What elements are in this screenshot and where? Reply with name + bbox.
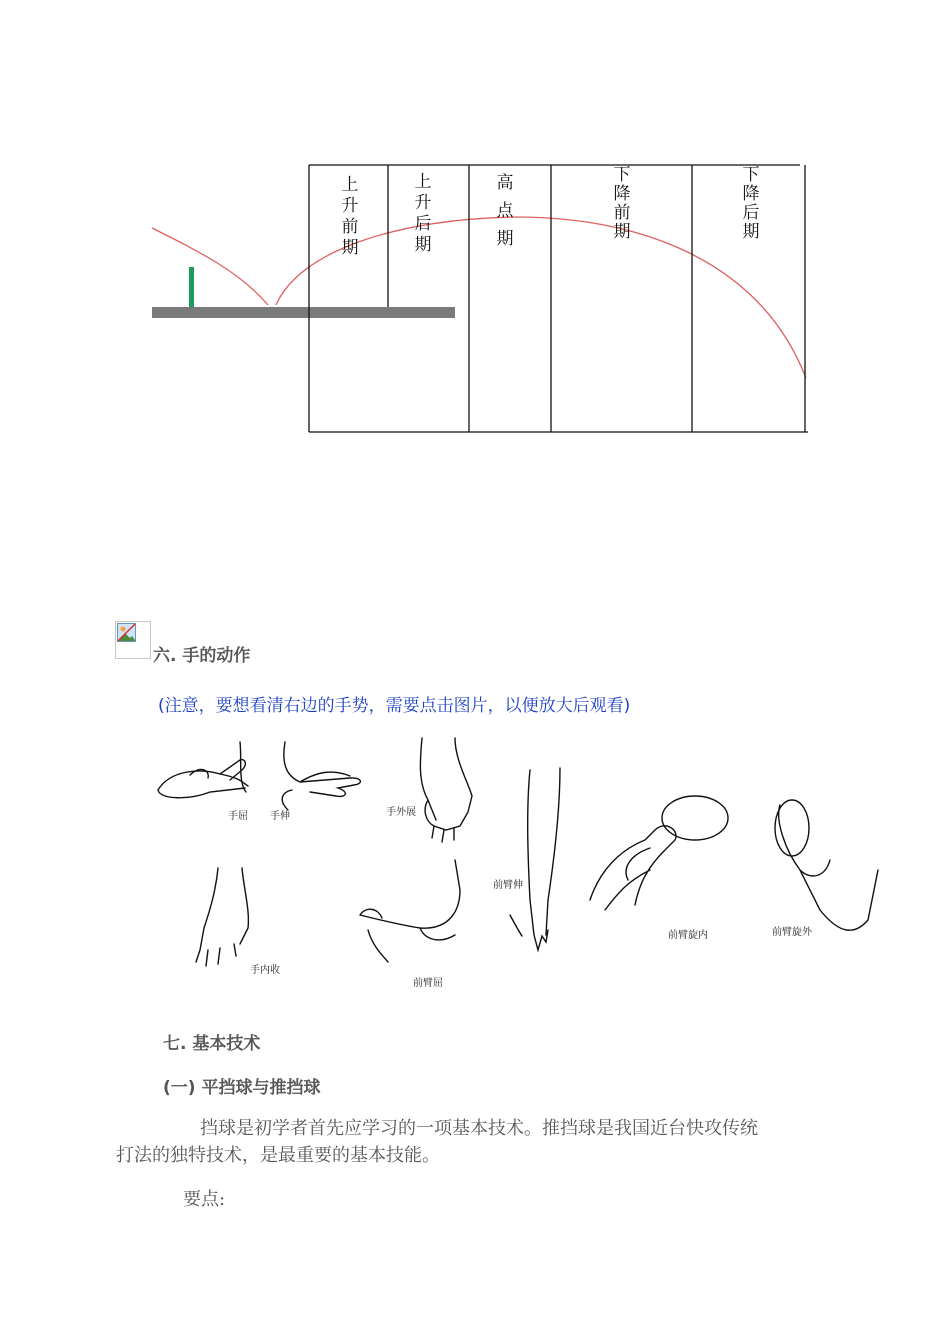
section-six-heading: 六. 手的动作 — [153, 646, 251, 666]
image-placeholder-icon — [117, 623, 137, 643]
ball-phase-diagram — [0, 0, 950, 470]
paragraph-line-2: 打法的独特技术，是最重要的基本技能。 — [116, 1145, 440, 1166]
phase-grid — [309, 165, 808, 432]
body-paragraph — [116, 1115, 816, 1169]
incoming-trajectory — [152, 228, 268, 305]
caption-hand-extend: 手伸 — [270, 811, 290, 822]
phase-label-fall-early: 下降前期 — [613, 165, 631, 242]
phase-label-rise-late: 上升后期 — [414, 172, 432, 255]
section-seven-subheading: (一) 平挡球与推挡球 — [163, 1078, 321, 1098]
phase-label-rise-early: 上升前期 — [341, 175, 359, 258]
section-seven-heading: 七. 基本技术 — [163, 1034, 261, 1054]
caption-forearm-pronate: 前臂旋内 — [668, 930, 708, 941]
caption-hand-adduct: 手内收 — [250, 965, 280, 976]
paragraph-line-1: 挡球是初学者首先应学习的一项基本技术。推挡球是我国近台快攻传统 — [200, 1118, 758, 1139]
table-surface — [152, 307, 455, 318]
net-post — [189, 267, 194, 307]
caption-hand-abduct: 手外展 — [386, 807, 416, 818]
caption-forearm-flex: 前臂屈 — [413, 978, 443, 989]
keypoints-label: 要点: — [183, 1189, 226, 1210]
hand-sketches — [158, 738, 878, 966]
caption-forearm-supinate: 前臂旋外 — [772, 927, 812, 938]
phase-label-fall-late: 下降后期 — [742, 165, 760, 242]
caption-hand-flex: 手屈 — [228, 811, 248, 822]
section-six-note: (注意，要想看清右边的手势，需要点击图片，以便放大后观看) — [158, 696, 631, 716]
caption-forearm-extend: 前臂伸 — [493, 880, 523, 891]
broken-image-icon[interactable] — [115, 621, 151, 659]
phase-label-peak: 高点期 — [496, 173, 514, 249]
hand-motion-illustration[interactable] — [150, 730, 890, 1000]
